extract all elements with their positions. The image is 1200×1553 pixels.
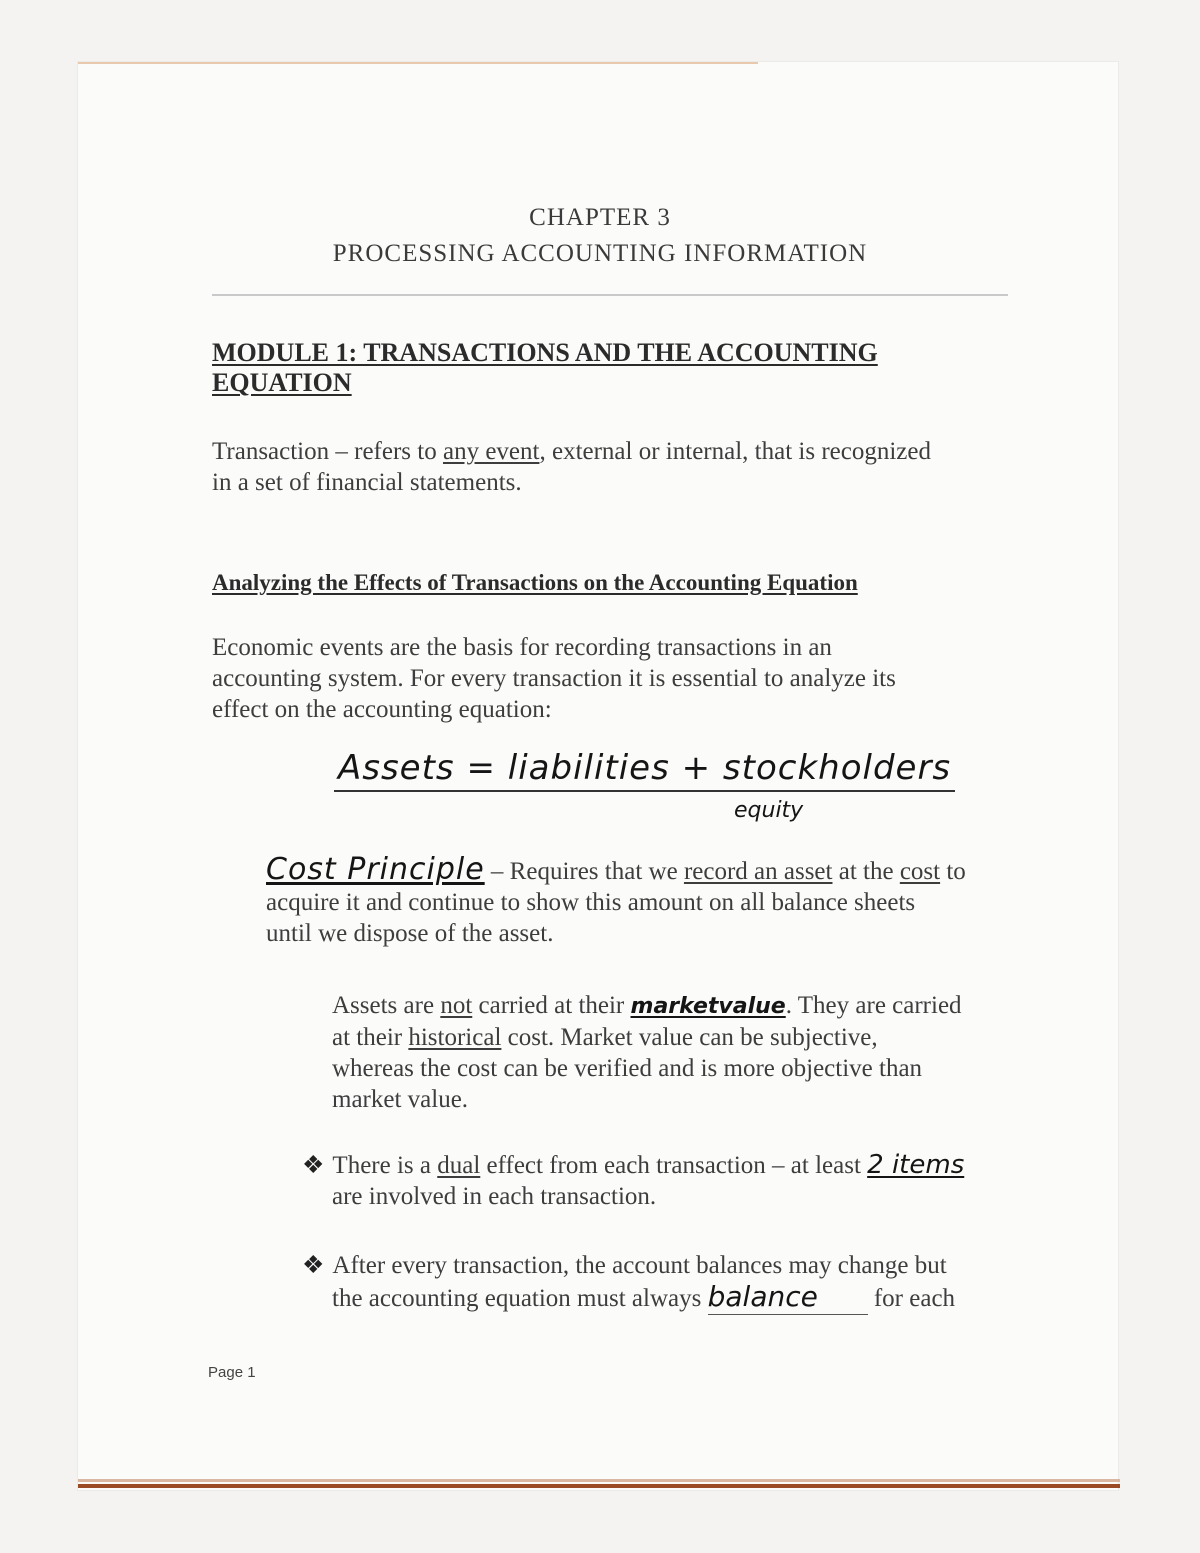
page-number: Page 1	[208, 1364, 256, 1381]
paper-top-edge	[78, 62, 758, 64]
handwritten-balance: balance	[707, 1280, 818, 1313]
bullet-dual-effect: ❖ There is a dual effect from each transaction – at least 2 items are involved in each transaction.	[302, 1150, 965, 1210]
handwritten-market-value: marketvalue	[630, 994, 786, 1019]
handwritten-equity: equity	[734, 798, 804, 823]
transaction-definition: Transaction – refers to any event, external or internal, that is recognized in a set of financial statements.	[212, 438, 931, 496]
assets-note-paragraph: Assets are not carried at their marketvalue. They are carried at their historical cost. Market value can be subjective, whereas the cost can be verified and is more objective than market value.	[332, 992, 962, 1113]
handwritten-cost-principle: Cost Principle	[266, 852, 485, 887]
chapter-subtitle: PROCESSING ACCOUNTING INFORMATION	[332, 240, 868, 267]
underlined-any-event: any event	[442, 438, 540, 465]
cost-principle-paragraph: Cost Principle – Requires that we record an asset at the cost to acquire it and continue to show this amount on all balance sheets until we dispose of the asset.	[266, 852, 966, 947]
chapter-title: CHAPTER 3	[529, 204, 671, 231]
economic-events-paragraph: Economic events are the basis for recording transactions in an accounting system. For every transaction it is essential to analyze its effect on the accounting equation:	[212, 634, 896, 723]
bullet-icon: ❖	[302, 1152, 325, 1179]
title-divider	[212, 294, 1008, 296]
paper-bottom-edge	[78, 1484, 1120, 1488]
module-heading: MODULE 1: TRANSACTIONS AND THE ACCOUNTING EQUATION	[212, 338, 878, 397]
bullet-icon: ❖	[302, 1252, 325, 1279]
analyzing-heading: Analyzing the Effects of Transactions on the Accounting Equation	[212, 570, 858, 595]
handwritten-two-items: 2 items	[867, 1150, 965, 1180]
bullet-balance: ❖ After every transaction, the account balances may change but the accounting equation must always balance for each	[302, 1252, 956, 1313]
paper-bottom-shadow	[78, 1479, 1120, 1482]
handwritten-equation: Assets = liabilities + stockholders	[334, 746, 955, 792]
